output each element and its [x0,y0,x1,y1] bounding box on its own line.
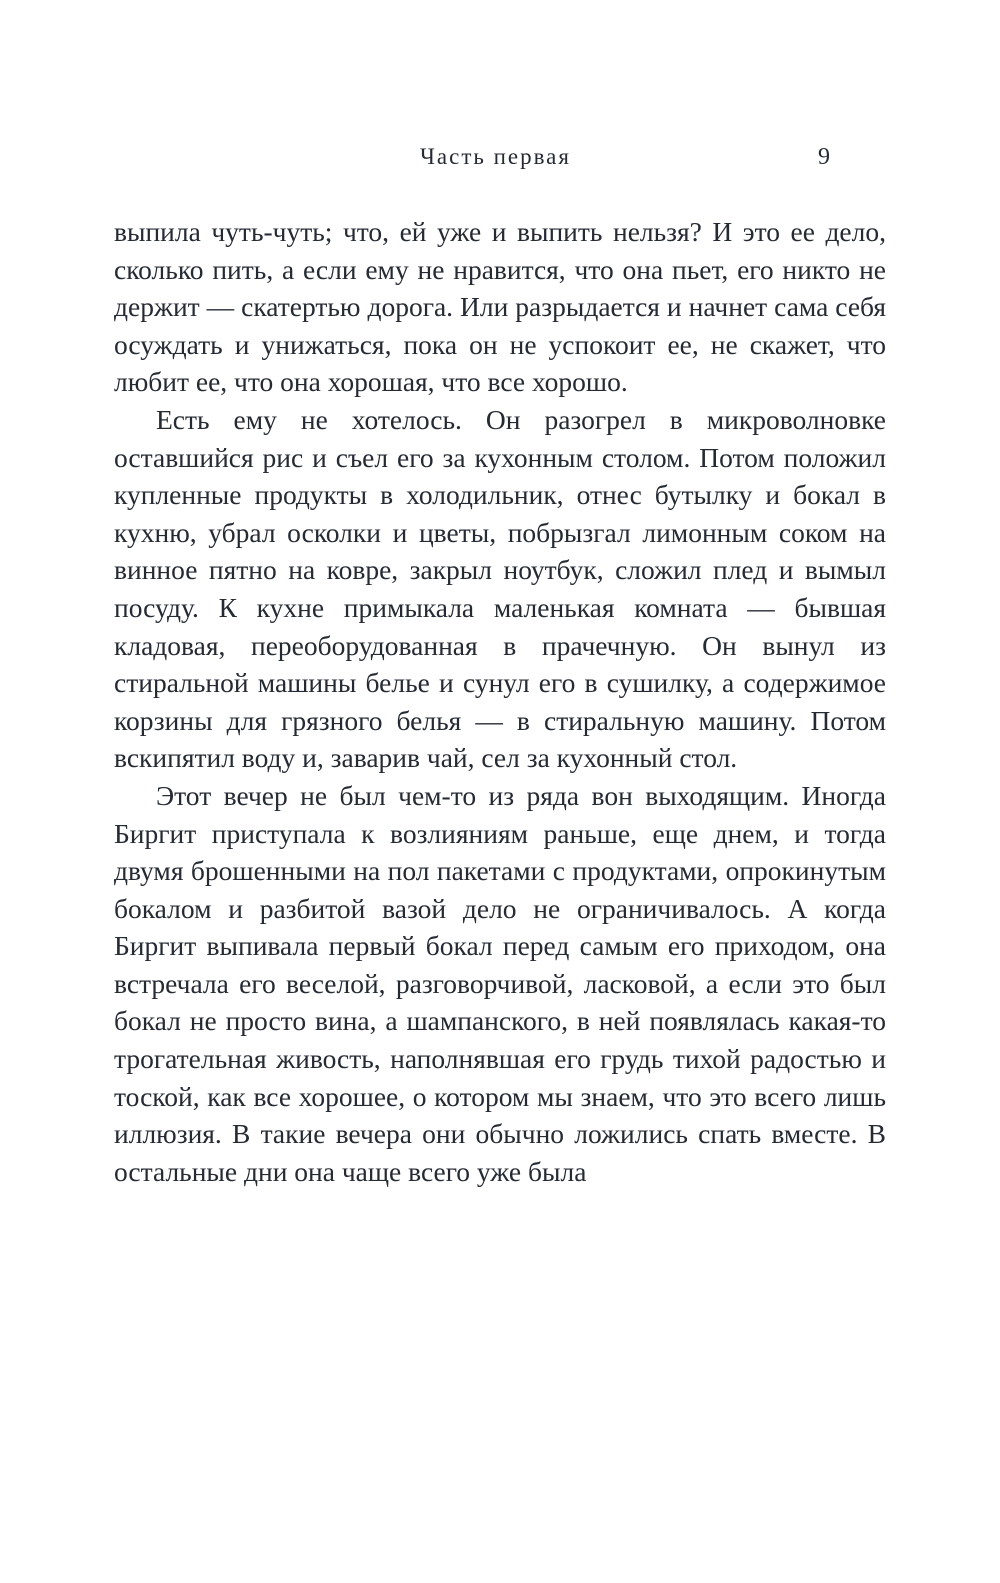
page-header [114,141,886,173]
paragraph: выпила чуть-чуть; что, ей уже и выпить нельзя? И это ее дело, сколько пить, а если ему не нравится, что она пьет, его никто не держит — скатертью дорога. Или разрыдается и начнет сама себя осуждать и унижаться, пока он не успокоит ее, не скажет, что любит ее, что она хорошая, что все хорошо. [114,216,886,398]
running-title: Часть первая [419,144,571,169]
page-body [114,213,886,1190]
page-number: 9 [818,144,830,170]
paragraph: Есть ему не хотелось. Он разогрел в микроволновке оставшийся рис и съел его за кухонным столом. Потом положил купленные продукты в холодильник, отнес бутылку и бокал в кухню, убрал осколки и цветы, побрызгал лимонным соком на винное пятно на ковре, закрыл ноутбук, сложил плед и вымыл посуду. К кухне примыкала маленькая комната — бывшая кладовая, переоборудованная в прачечную. Он вынул из стиральной машины белье и сунул его в сушилку, а содержимое корзины для грязного белья — в стиральную машину. Потом вскипятил воду и, заварив чай, сел за кухонный стол. [114,403,886,774]
paragraph: Этот вечер не был чем-то из ряда вон выходящим. Иногда Биргит приступала к возлияниям раньше, еще днем, и тогда двумя брошенными на пол пакетами с продуктами, опрокинутым бокалом и разбитой вазой дело не ограничивалось. А когда Биргит выпивала первый бокал перед самым его приходом, она встречала его веселой, разговорчивой, ласковой, а если это был бокал не просто вина, а шампанского, в ней появлялась какая-то трогательная живость, наполнявшая его грудь тихой радостью и тоской, как все хорошее, о котором мы знаем, что это всего лишь иллюзия. В такие вечера они обычно ложились спать вместе. В остальные дни она чаще всего уже была [114,779,886,1187]
